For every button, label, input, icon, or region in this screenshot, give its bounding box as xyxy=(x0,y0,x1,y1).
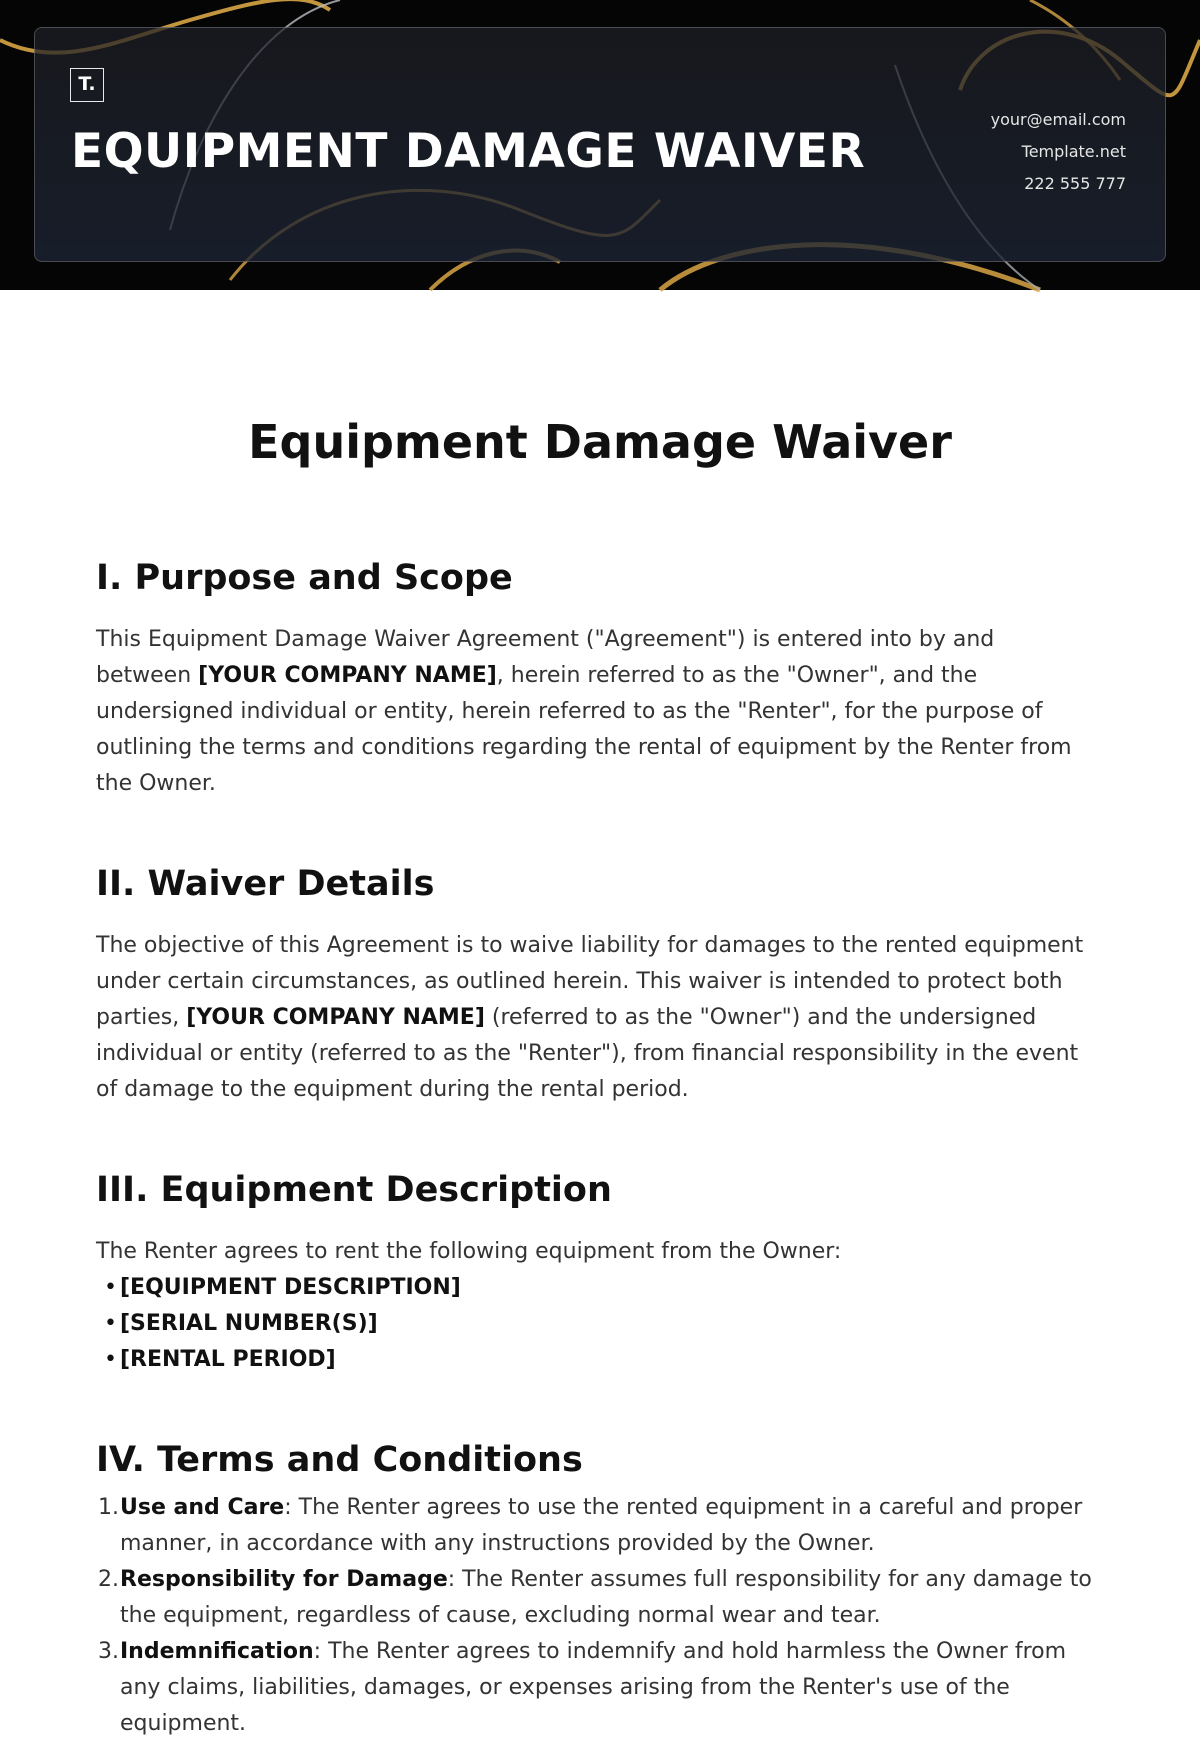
section-paragraph xyxy=(96,622,1096,802)
paragraph-text: , herein referred to as the "Owner", and the undersigned individual or entity, herein referred to as the "Renter", for the purpose of outlining the terms and conditions regarding the rental of equipment by the Renter from the Owner. xyxy=(96,663,1072,796)
item-number: 2. xyxy=(98,1567,119,1592)
section-waiver xyxy=(96,854,1096,1108)
section-intro: The Renter agrees to rent the following equipment from the Owner: xyxy=(96,1239,842,1264)
section-purpose xyxy=(96,548,1096,802)
list-item xyxy=(96,1562,1096,1634)
document-title: Equipment Damage Waiver xyxy=(248,415,952,469)
section-heading: IV. Terms and Conditions xyxy=(96,1440,583,1480)
section-heading: II. Waiver Details xyxy=(96,864,435,904)
header-title: EQUIPMENT DAMAGE WAIVER xyxy=(71,124,866,179)
list-item: • [RENTAL PERIOD] xyxy=(96,1342,1096,1378)
section-equipment xyxy=(96,1160,1096,1378)
contact-website[interactable]: Template.net xyxy=(1021,142,1126,161)
term-text: : The Renter agrees to indemnify and hold harmless the Owner from any claims, liabilities, damages, or expenses arising from the Renter's use of the equipment. xyxy=(120,1639,1067,1736)
document-body xyxy=(96,548,1096,1742)
term-name: Indemnification xyxy=(120,1639,314,1664)
template-logo: T. xyxy=(70,68,104,102)
contact-info xyxy=(991,104,1126,200)
term-name: Responsibility for Damage xyxy=(120,1567,448,1592)
paragraph-text: (referred to as the "Owner") and the undersigned individual or entity (referred to as the "Renter"), from financial responsibility in the event of damage to the equipment during the rental period. xyxy=(96,1005,1079,1102)
term-text: : The Renter assumes full responsibility for any damage to the equipment, regardless of cause, excluding normal wear and tear. xyxy=(120,1567,1092,1628)
item-number: 3. xyxy=(98,1639,119,1664)
term-text: : The Renter agrees to use the rented equipment in a careful and proper manner, in accordance with any instructions provided by the Owner. xyxy=(120,1495,1083,1556)
list-item: • [EQUIPMENT DESCRIPTION] xyxy=(96,1270,1096,1306)
term-name: Use and Care xyxy=(120,1495,285,1520)
terms-list xyxy=(96,1490,1096,1742)
list-item: • [SERIAL NUMBER(S)] xyxy=(96,1306,1096,1342)
company-name-placeholder: [YOUR COMPANY NAME] xyxy=(198,663,497,688)
section-paragraph xyxy=(96,928,1096,1108)
paragraph-text: The objective of this Agreement is to waive liability for damages to the rented equipment under certain circumstances, as outlined herein. This waiver is intended to protect both parties, xyxy=(96,933,1084,1030)
header-banner xyxy=(0,0,1200,290)
list-item xyxy=(96,1490,1096,1562)
paragraph-text: This Equipment Damage Waiver Agreement ("Agreement") is entered into by and between xyxy=(96,627,995,688)
section-heading: III. Equipment Description xyxy=(96,1170,612,1210)
item-number: 1. xyxy=(98,1495,119,1520)
list-item xyxy=(96,1634,1096,1742)
equipment-list xyxy=(96,1270,1096,1378)
section-terms xyxy=(96,1430,1096,1742)
contact-email[interactable]: your@email.com xyxy=(990,110,1126,129)
company-name-placeholder: [YOUR COMPANY NAME] xyxy=(186,1005,485,1030)
contact-phone: 222 555 777 xyxy=(1024,174,1126,193)
section-heading: I. Purpose and Scope xyxy=(96,558,513,598)
